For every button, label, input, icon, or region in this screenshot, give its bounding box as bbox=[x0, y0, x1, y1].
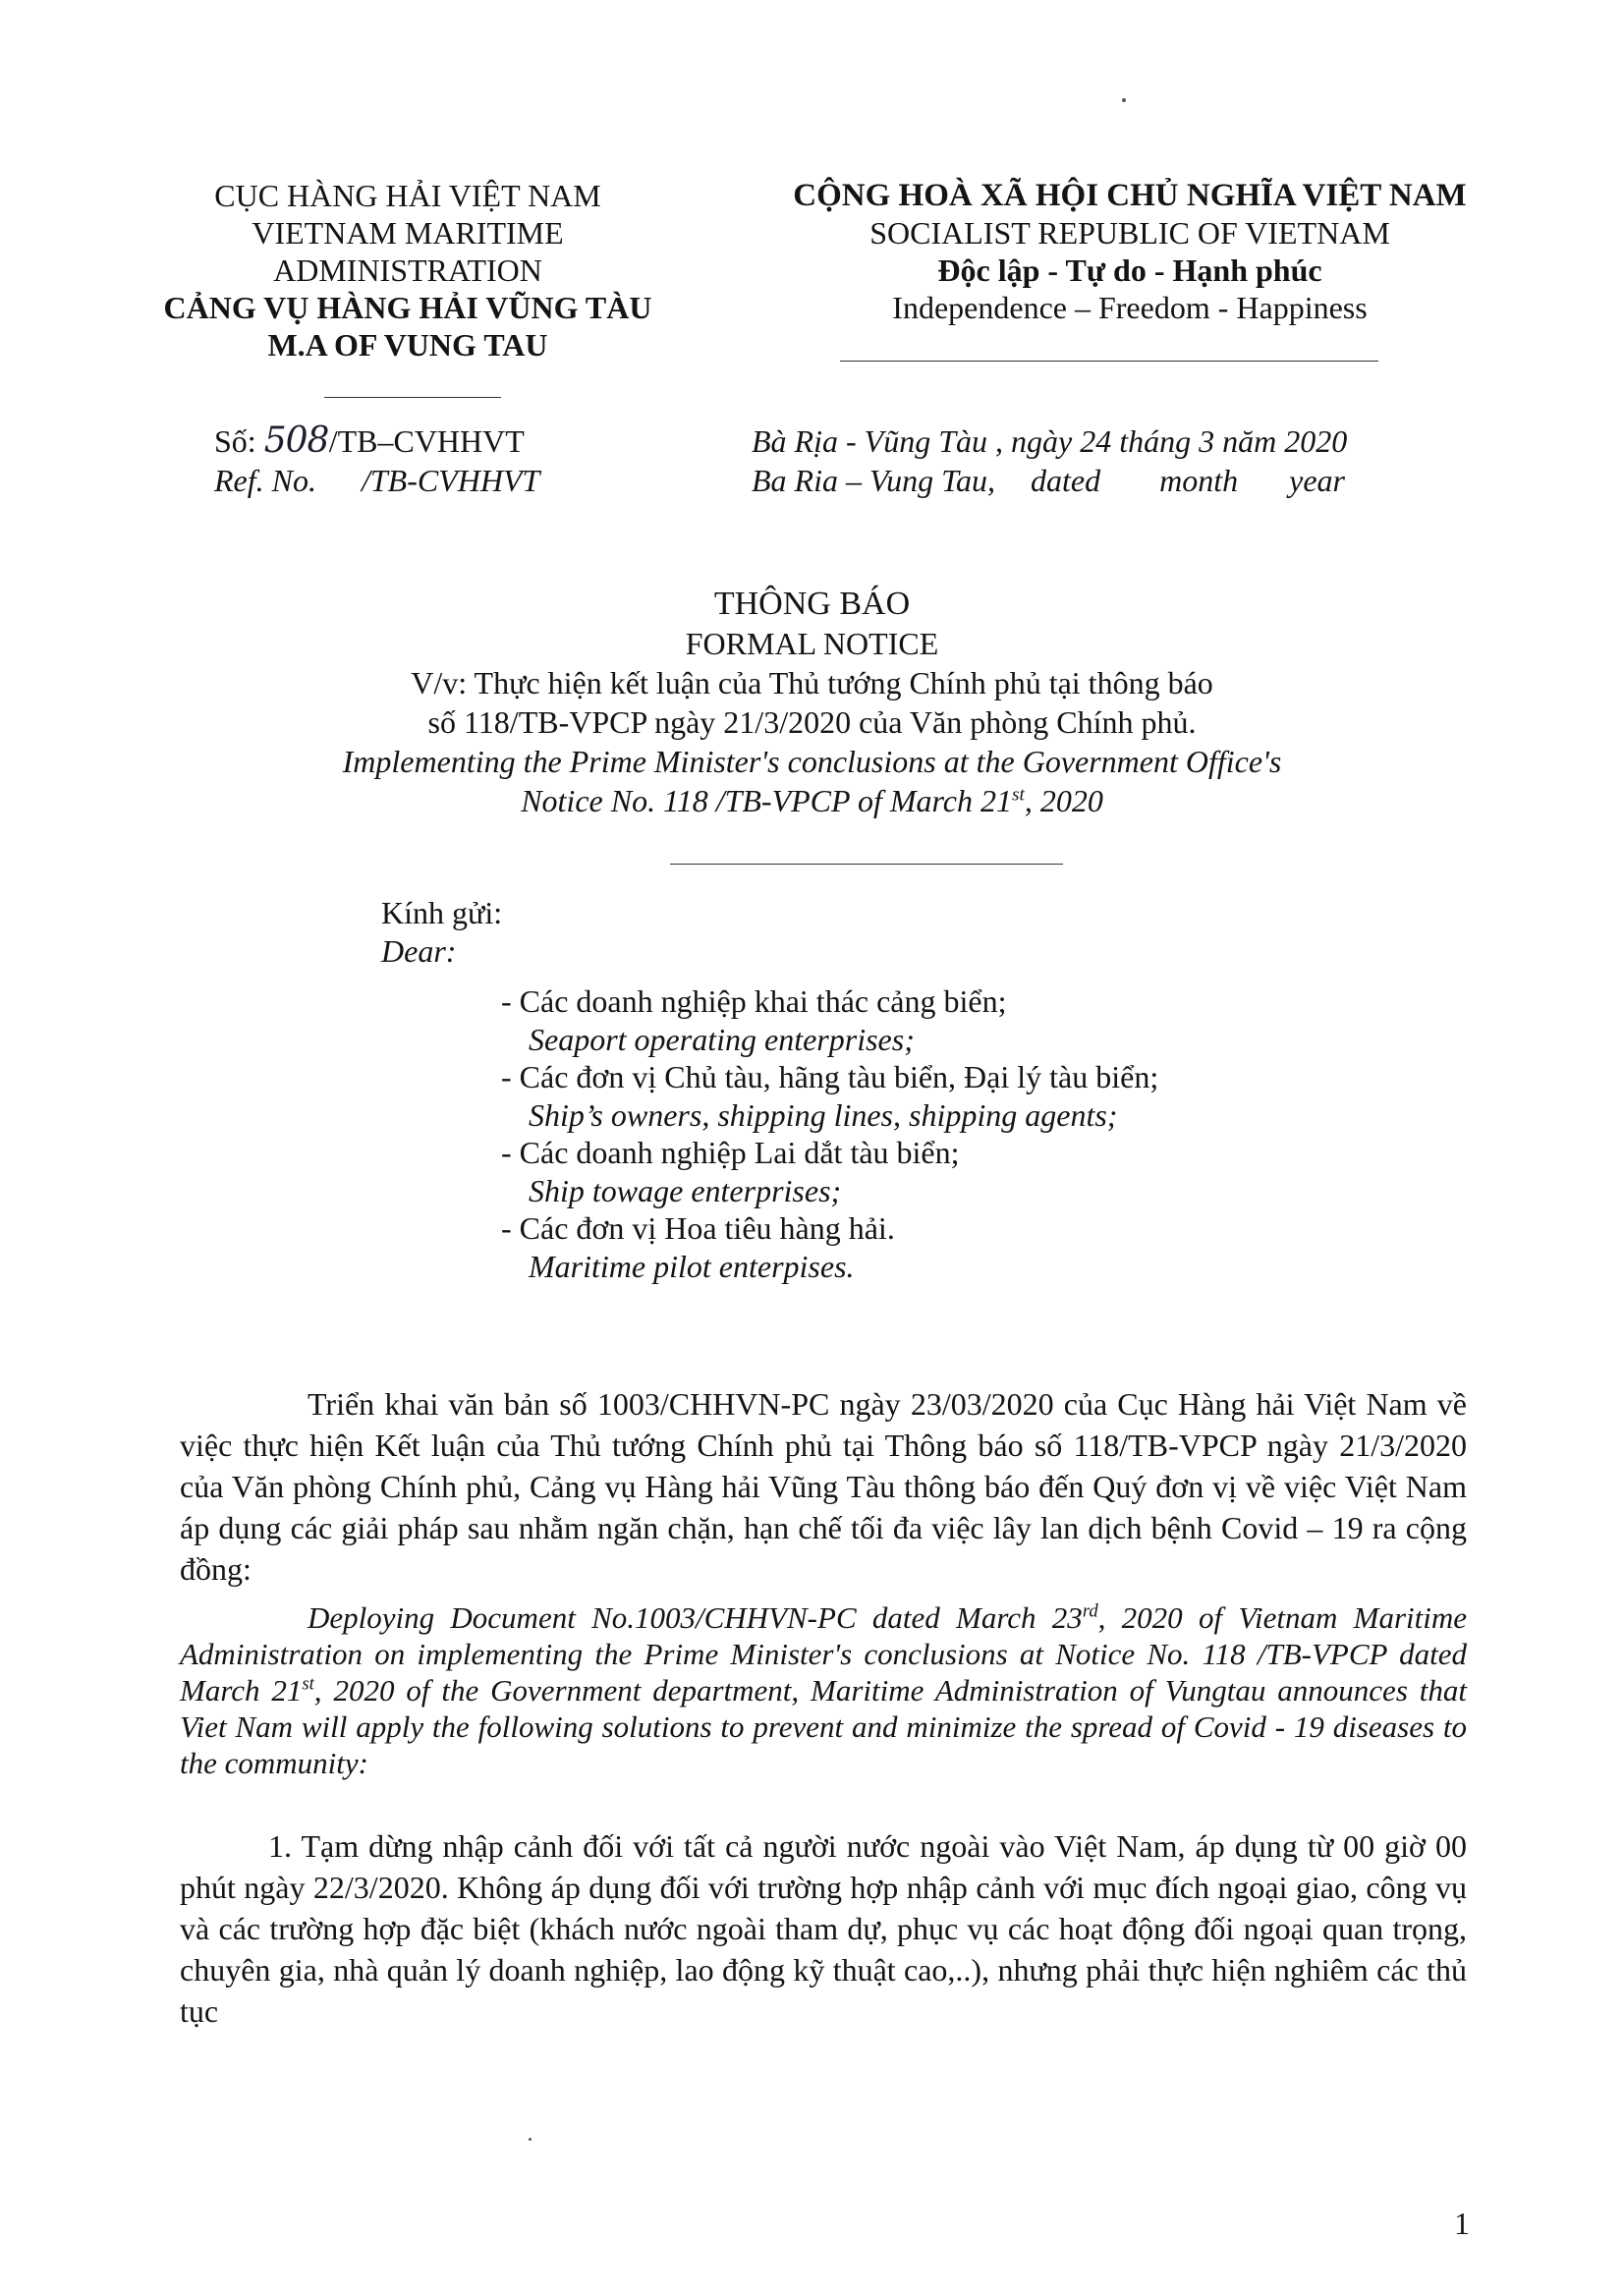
issuer-line-3: ADMINISTRATION bbox=[273, 252, 542, 288]
title-underline bbox=[670, 864, 1063, 865]
national-motto: Độc lập - Tự do - Hạnh phúc bbox=[937, 252, 1322, 288]
issuer-line-5: M.A OF VUNG TAU bbox=[267, 327, 548, 363]
scan-speck bbox=[1122, 98, 1126, 102]
ref-so-suffix: /TB–CVHHVT bbox=[328, 423, 525, 459]
recipient-en: Ship towage enterprises; bbox=[529, 1172, 842, 1208]
recipient-vi: - Các doanh nghiệp khai thác cảng biển; bbox=[501, 983, 1007, 1019]
date-en-dated: dated bbox=[1031, 463, 1101, 498]
recipient-list bbox=[501, 982, 1158, 1285]
recipient-en: Maritime pilot enterpises. bbox=[529, 1248, 855, 1284]
date-en-place: Ba Ria – Vung Tau, bbox=[752, 463, 996, 498]
page-number: 1 bbox=[1454, 2206, 1470, 2241]
salutation-en: Dear: bbox=[381, 933, 457, 969]
national-title-en: SOCIALIST REPUBLIC OF VIETNAM bbox=[869, 215, 1390, 251]
recipient-en: Seaport operating enterprises; bbox=[529, 1021, 915, 1057]
issuer-line-1: CỤC HÀNG HẢI VIỆT NAM bbox=[214, 178, 601, 213]
notice-title-en: FORMAL NOTICE bbox=[685, 626, 939, 661]
date-block bbox=[752, 420, 1567, 501]
notice-subject-vi-1: V/v: Thực hiện kết luận của Thủ tướng Chính phủ tại thông báo bbox=[411, 665, 1213, 700]
national-underline bbox=[840, 361, 1378, 362]
national-header bbox=[707, 177, 1552, 326]
recipient-vi: - Các đơn vị Hoa tiêu hàng hải. bbox=[501, 1210, 895, 1246]
reference-number bbox=[214, 420, 666, 501]
scan-speck bbox=[529, 2138, 532, 2141]
body-item-1: 1. Tạm dừng nhập cảnh đối với tất cả người nước ngoài vào Việt Nam, áp dụng từ 00 giờ 00 phút ngày 22/3/2020. Không áp dụng đối với trường hợp nhập cảnh với mục đích ngoại giao, công vụ và các trường hợp đặc biệt (khách nước ngoài tham dự, phục vụ các hoạt động đối ngoại quan trọng, chuyên gia, nhà quản lý doanh nghiệp, lao động kỹ thuật cao,..), nhưng phải thực hiện nghiêm các thủ tục bbox=[180, 1828, 1467, 2029]
body-paragraph-vi: Triển khai văn bản số 1003/CHHVN-PC ngày 23/03/2020 của Cục Hàng hải Việt Nam về việc thực hiện Kết luận của Thủ tướng Chính phủ tại Thông báo số 118/TB-VPCP ngày 21/3/2020 của Văn phòng Chính phủ, Cảng vụ Hàng hải Vũng Tàu thông báo đến Quý đơn vị về việc Việt Nam áp dụng các giải pháp sau nhằm ngăn chặn, hạn chế tối đa việc lây lan dịch bệnh Covid – 19 ra cộng đồng: bbox=[180, 1386, 1467, 1587]
recipient-en: Ship’s owners, shipping lines, shipping agents; bbox=[529, 1096, 1118, 1133]
body-paragraph-en: Deploying Document No.1003/CHHVN-PC dated March 23rd, 2020 of Vietnam Maritime Administration on implementing the Prime Minister's conclusions at Notice No. 118 /TB-VPCP dated March 21st, 2020 of the Government department, Maritime Administration of Vungtau announces that Viet Nam will apply the following solutions to prevent and minimize the spread of Covid - 19 diseases to the community: bbox=[180, 1600, 1467, 1780]
recipient-vi: - Các đơn vị Chủ tàu, hãng tàu biển, Đại lý tàu biển; bbox=[501, 1059, 1159, 1094]
date-en-month: month bbox=[1159, 463, 1239, 498]
national-title: CỘNG HOÀ XÃ HỘI CHỦ NGHĨA VIỆT NAM bbox=[793, 178, 1467, 213]
national-motto-en: Independence – Freedom - Happiness bbox=[892, 290, 1368, 325]
notice-title-block bbox=[147, 585, 1477, 820]
salutation bbox=[381, 894, 502, 971]
ref-no-suffix: /TB-CVHHVT bbox=[361, 463, 540, 498]
ref-no-label: Ref. No. bbox=[214, 463, 316, 498]
notice-title: THÔNG BÁO bbox=[713, 586, 911, 622]
handwritten-number: 508 bbox=[263, 420, 329, 461]
date-vi: Bà Rịa - Vũng Tàu , ngày 24 tháng 3 năm 2020 bbox=[752, 423, 1348, 459]
recipient-vi: - Các doanh nghiệp Lai dắt tàu biển; bbox=[501, 1135, 960, 1170]
notice-subject-en-2: Notice No. 118 /TB-VPCP of March 21st, 2020 bbox=[521, 783, 1103, 818]
ref-so-label: Số: bbox=[214, 423, 256, 459]
issuer-line-4: CẢNG VỤ HÀNG HẢI VŨNG TÀU bbox=[163, 290, 652, 325]
issuer-line-2: VIETNAM MARITIME bbox=[252, 215, 564, 251]
date-en-year: year bbox=[1289, 463, 1345, 498]
notice-subject-en-1: Implementing the Prime Minister's conclusions at the Government Office's bbox=[342, 744, 1282, 779]
issuer-header bbox=[147, 177, 668, 364]
salutation-vi: Kính gửi: bbox=[381, 895, 503, 930]
notice-subject-vi-2: số 118/TB-VPCP ngày 21/3/2020 của Văn phòng Chính phủ. bbox=[427, 704, 1197, 740]
issuer-underline bbox=[324, 397, 501, 398]
